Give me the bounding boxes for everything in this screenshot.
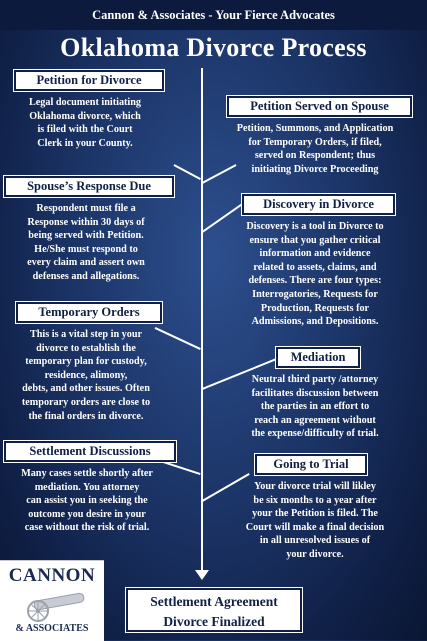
desc-line: every claim and assert own xyxy=(27,257,145,269)
desc-line: Production, Requests for xyxy=(260,302,370,314)
desc-line: temporary plan for custody, xyxy=(25,356,147,368)
final-step-box xyxy=(126,588,302,632)
desc-line: being served with Petition. xyxy=(28,230,144,242)
step-description xyxy=(0,202,172,284)
final-line-2: Divorce Finalized xyxy=(163,614,265,629)
desc-line: Admissions, and Depositions. xyxy=(251,316,379,328)
step-title-discovery: Discovery in Divorce xyxy=(242,194,395,215)
step-title-mediation: Mediation xyxy=(276,347,360,368)
desc-line: initiating Divorce Proceeding xyxy=(251,163,379,175)
desc-line: be six months to a year after xyxy=(253,494,377,506)
timeline-arrow-icon xyxy=(195,570,209,580)
desc-line: reach an agreement without xyxy=(254,414,376,426)
step-description xyxy=(0,328,172,423)
desc-line: defenses. There are four types: xyxy=(248,275,382,287)
desc-line: your divorce. xyxy=(286,548,344,560)
desc-line: Response within 30 days of xyxy=(27,216,145,228)
desc-line: is filed with the Court xyxy=(37,124,133,136)
desc-line: your the Petition is filed. The xyxy=(252,508,378,520)
desc-line: facilitates discussion between xyxy=(251,387,379,399)
desc-line: the final orders in divorce. xyxy=(28,410,144,422)
desc-line: the expense/difficulty of trial. xyxy=(251,428,379,440)
cannon-icon xyxy=(14,589,90,623)
desc-line: Court will make a final decision xyxy=(245,521,385,533)
desc-line: residence, alimony, xyxy=(44,369,128,381)
desc-line: Clerk in your County. xyxy=(37,137,133,149)
desc-line: Many cases settle shortly after xyxy=(21,468,153,479)
tagline: Cannon & Associates - Your Fierce Advocates xyxy=(92,8,335,22)
desc-line: in all unresolved issues of xyxy=(259,535,371,547)
firm-logo xyxy=(0,560,104,641)
desc-line: He/She must respond to xyxy=(34,243,138,255)
step-title-petition-served: Petition Served on Spouse xyxy=(227,96,412,117)
desc-line: Petition, Summons, and Application xyxy=(236,123,394,134)
desc-line: information and evidence xyxy=(259,248,371,260)
final-line-1: Settlement Agreement xyxy=(150,594,278,609)
step-description xyxy=(0,96,170,150)
desc-line: Neutral third party /attorney xyxy=(251,374,379,385)
desc-line: Your divorce trial will likley xyxy=(254,481,376,492)
step-description xyxy=(207,480,423,562)
branch-line xyxy=(174,164,201,180)
desc-line: the parties in an effort to xyxy=(260,401,370,413)
desc-line: Discovery is a tool in Divorce to xyxy=(246,221,384,232)
desc-line: temporary orders are close to xyxy=(21,396,151,408)
desc-line: defenses and allegations. xyxy=(32,270,140,282)
logo-subtitle: & ASSOCIATES xyxy=(15,623,89,634)
desc-line: debts, and other issues. Often xyxy=(22,383,150,395)
desc-line: can assist you in seeking the xyxy=(26,495,148,507)
step-title-petition-for-divorce: Petition for Divorce xyxy=(14,70,164,91)
timeline-spine xyxy=(201,68,203,573)
step-title-settlement-discussions: Settlement Discussions xyxy=(4,441,176,462)
desc-line: related to assets, claims, and xyxy=(253,261,377,273)
desc-line: ensure that you gather critical xyxy=(249,234,381,246)
step-title-going-to-trial: Going to Trial xyxy=(255,454,367,475)
desc-line: for Temporary Orders, if filed, xyxy=(248,136,382,148)
top-banner xyxy=(0,0,427,30)
step-title-spouse-response: Spouse’s Response Due xyxy=(4,176,174,197)
step-description xyxy=(0,467,174,535)
page-title: Oklahoma Divorce Process xyxy=(60,33,367,62)
desc-line: This is a vital step in your xyxy=(29,329,143,340)
step-description xyxy=(207,122,423,176)
desc-line: Legal document initiating xyxy=(28,97,142,108)
desc-line: case without the risk of trial. xyxy=(24,522,150,534)
desc-line: Interrogatories, Requests for xyxy=(252,288,378,300)
desc-line: outcome you desire in your xyxy=(28,508,146,520)
logo-name: CANNON xyxy=(8,565,96,586)
step-title-temporary-orders: Temporary Orders xyxy=(16,302,162,323)
desc-line: divorce to establish the xyxy=(36,342,136,354)
desc-line: mediation. You attorney xyxy=(34,481,140,493)
step-description xyxy=(207,220,423,329)
desc-line: Respondent must file a xyxy=(36,203,136,214)
desc-line: served on Respondent; thus xyxy=(254,150,376,162)
step-description xyxy=(207,373,423,441)
desc-line: Oklahoma divorce, which xyxy=(29,110,141,122)
